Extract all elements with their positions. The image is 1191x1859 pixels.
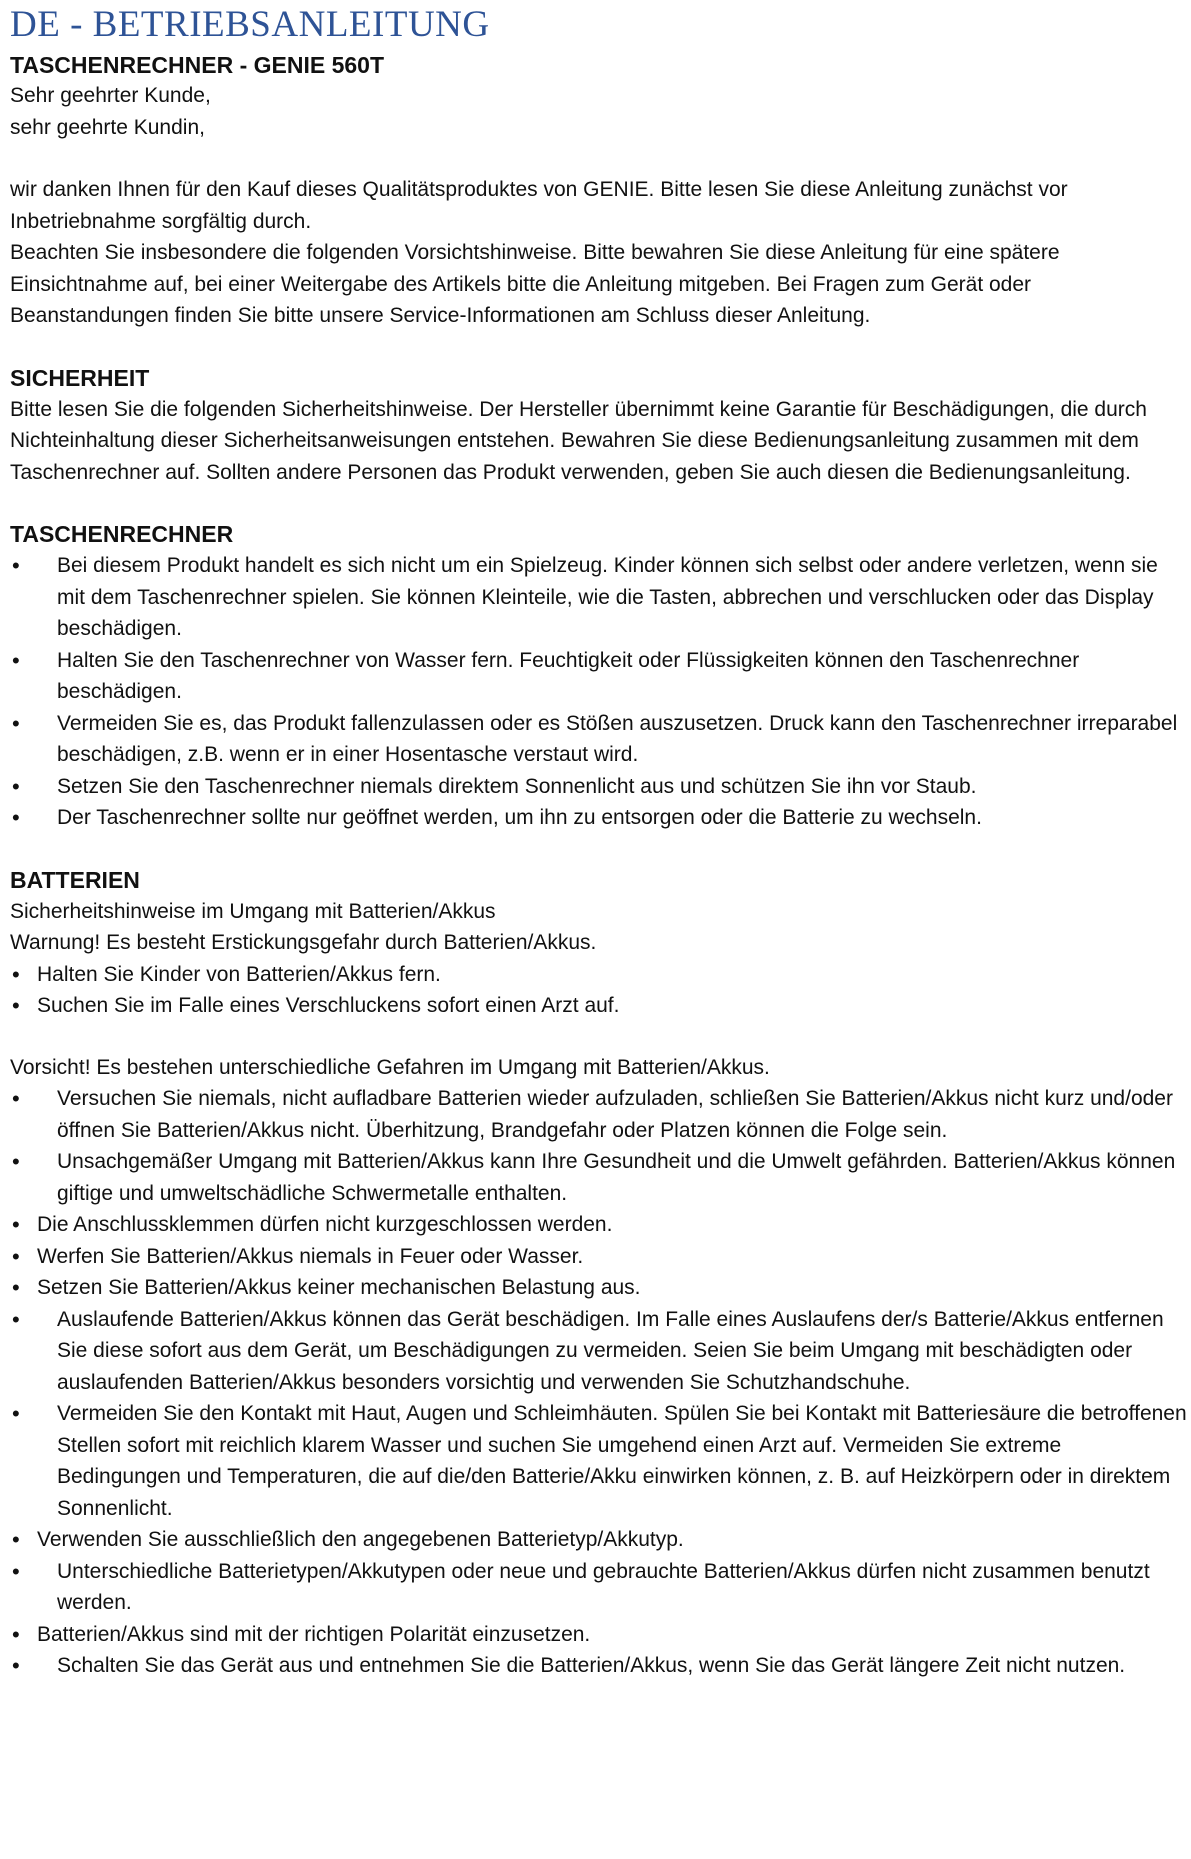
document-page — [10, 0, 1188, 1682]
list-item: • Versuchen Sie niemals, nicht aufladbare Batterien wieder aufzuladen, schließen Sie Batterien/Akkus nicht kurz und/oder öffnen Sie Batterien/Akkus nicht. Überhitzung, Brandgefahr oder Platzen können die Folge sein. — [10, 1083, 1188, 1146]
bullet-icon: • — [12, 1212, 20, 1237]
bullet-icon: • — [12, 1275, 20, 1300]
list-item: • Halten Sie Kinder von Batterien/Akkus fern. — [10, 959, 1188, 991]
bullet-icon: • — [12, 961, 20, 987]
list-item: • Bei diesem Produkt handelt es sich nicht um ein Spielzeug. Kinder können sich selbst oder andere verletzen, wenn sie mit dem Taschenrechner spielen. Sie können Kleinteile, wie die Tasten, abbrechen und verschlucken oder das Display beschädigen. — [10, 550, 1188, 645]
bullet-icon: • — [12, 1558, 20, 1584]
bullet-icon: • — [12, 993, 20, 1018]
list-item: • Verwenden Sie ausschließlich den angegebenen Batterietyp/Akkutyp. — [10, 1524, 1188, 1556]
batteries-intro-line: Sicherheitshinweise im Umgang mit Batterien/Akkus — [10, 899, 496, 923]
list-item: • Unsachgemäßer Umgang mit Batterien/Akkus kann Ihre Gesundheit und die Umwelt gefährden. Batterien/Akkus können giftige und umweltschädliche Schwermetalle enthalten. — [10, 1146, 1188, 1209]
product-subtitle: TASCHENRECHNER - GENIE 560T — [10, 52, 385, 78]
batteries-caution-line: Vorsicht! Es bestehen unterschiedliche Gefahren im Umgang mit Batterien/Akkus. — [10, 1055, 770, 1079]
list-item: • Die Anschlussklemmen dürfen nicht kurzgeschlossen werden. — [10, 1209, 1188, 1241]
bullet-icon: • — [12, 1243, 20, 1269]
bullet-icon: • — [12, 1086, 20, 1111]
list-item: • Der Taschenrechner sollte nur geöffnet werden, um ihn zu entsorgen oder die Batterie zu wechseln. — [10, 802, 1188, 834]
batteries-warning-line: Warnung! Es besteht Erstickungsgefahr durch Batterien/Akkus. — [10, 931, 597, 954]
bullet-icon: • — [12, 1527, 20, 1552]
intro-paragraph: wir danken Ihnen für den Kauf dieses Qualitätsproduktes von GENIE. Bitte lesen Sie diese Anleitung zunächst vor Inbetriebnahme sorgfältig durch. — [10, 178, 1068, 233]
intro-paragraph: Beachten Sie insbesondere die folgenden Vorsichtshinweise. Bitte bewahren Sie diese Anleitung für eine spätere Einsichtnahme auf, bei einer Weitergabe des Artikels bitte die Anleitung mitgeben. Bei Fragen zum Gerät oder Beanstandungen finden Sie bitte unsere Service-Informationen am Schluss dieser Anleitung. — [10, 241, 1060, 327]
bullet-icon: • — [12, 1621, 20, 1647]
section-heading-batteries: BATTERIEN — [10, 866, 140, 893]
list-item: • Schalten Sie das Gerät aus und entnehmen Sie die Batterien/Akkus, wenn Sie das Gerät längere Zeit nicht nutzen. — [10, 1650, 1188, 1682]
greeting-line: Sehr geehrter Kunde, — [10, 84, 211, 107]
page-title: DE - BETRIEBSANLEITUNG — [10, 4, 490, 45]
list-item: • Vermeiden Sie den Kontakt mit Haut, Augen und Schleimhäuten. Spülen Sie bei Kontakt mit Batteriesäure die betroffenen Stellen sofort mit reichlich klarem Wasser und suchen Sie umgehend einen Arzt auf. Vermeiden Sie extreme Bedingungen und Temperaturen, die auf die/den Batterie/Akku einwirken können, z. B. auf Heizkörpern oder in direktem Sonnenlicht. — [10, 1398, 1188, 1524]
bullet-icon: • — [12, 710, 20, 736]
bullet-icon: • — [12, 1401, 20, 1426]
greeting-line: sehr geehrte Kundin, — [10, 115, 205, 139]
bullet-icon: • — [12, 1653, 20, 1678]
bullet-icon: • — [12, 1149, 20, 1174]
list-item: • Vermeiden Sie es, das Produkt fallenzulassen oder es Stößen auszusetzen. Druck kann den Taschenrechner irreparabel beschädigen, z.B. wenn er in einer Hosentasche verstaut wird. — [10, 708, 1188, 771]
calculator-bullet-list — [10, 550, 1188, 834]
list-item: • Unterschiedliche Batterietypen/Akkutypen oder neue und gebrauchte Batterien/Akkus dürfen nicht zusammen benutzt werden. — [10, 1556, 1188, 1619]
bullet-icon: • — [12, 647, 20, 673]
safety-paragraph: Bitte lesen Sie die folgenden Sicherheitshinweise. Der Hersteller übernimmt keine Garantie für Beschädigungen, die durch Nichteinhaltung dieser Sicherheitsanweisungen entstehen. Bewahren Sie diese Bedienungsanleitung zusammen mit dem Taschenrechner auf. Sollten andere Personen das Produkt verwenden, geben Sie auch diesen die Bedienungsanleitung. — [10, 397, 1147, 484]
list-item: • Suchen Sie im Falle eines Verschluckens sofort einen Arzt auf. — [10, 990, 1188, 1022]
bullet-icon: • — [12, 553, 20, 578]
list-item: • Auslaufende Batterien/Akkus können das Gerät beschädigen. Im Falle eines Auslaufens der/s Batterie/Akkus entfernen Sie diese sofort aus dem Gerät, um Beschädigungen zu vermeiden. Seien Sie beim Umgang mit beschädigten oder auslaufenden Batterien/Akkus besonders vorsichtig und verwenden Sie Schutzhandschuhe. — [10, 1304, 1188, 1399]
bullet-icon: • — [12, 773, 20, 799]
bullet-icon: • — [12, 805, 20, 830]
list-item: • Batterien/Akkus sind mit der richtigen Polarität einzusetzen. — [10, 1619, 1188, 1651]
bullet-icon: • — [12, 1306, 20, 1332]
section-heading-safety: SICHERHEIT — [10, 364, 150, 391]
list-item: • Halten Sie den Taschenrechner von Wasser fern. Feuchtigkeit oder Flüssigkeiten können den Taschenrechner beschädigen. — [10, 645, 1188, 708]
list-item: • Setzen Sie Batterien/Akkus keiner mechanischen Belastung aus. — [10, 1272, 1188, 1304]
warning-bullet-list — [10, 959, 1188, 1022]
list-item: • Werfen Sie Batterien/Akkus niemals in Feuer oder Wasser. — [10, 1241, 1188, 1273]
caution-bullet-list — [10, 1083, 1188, 1682]
list-item: • Setzen Sie den Taschenrechner niemals direktem Sonnenlicht aus und schützen Sie ihn vor Staub. — [10, 771, 1188, 803]
section-heading-calculator: TASCHENRECHNER — [10, 521, 234, 547]
